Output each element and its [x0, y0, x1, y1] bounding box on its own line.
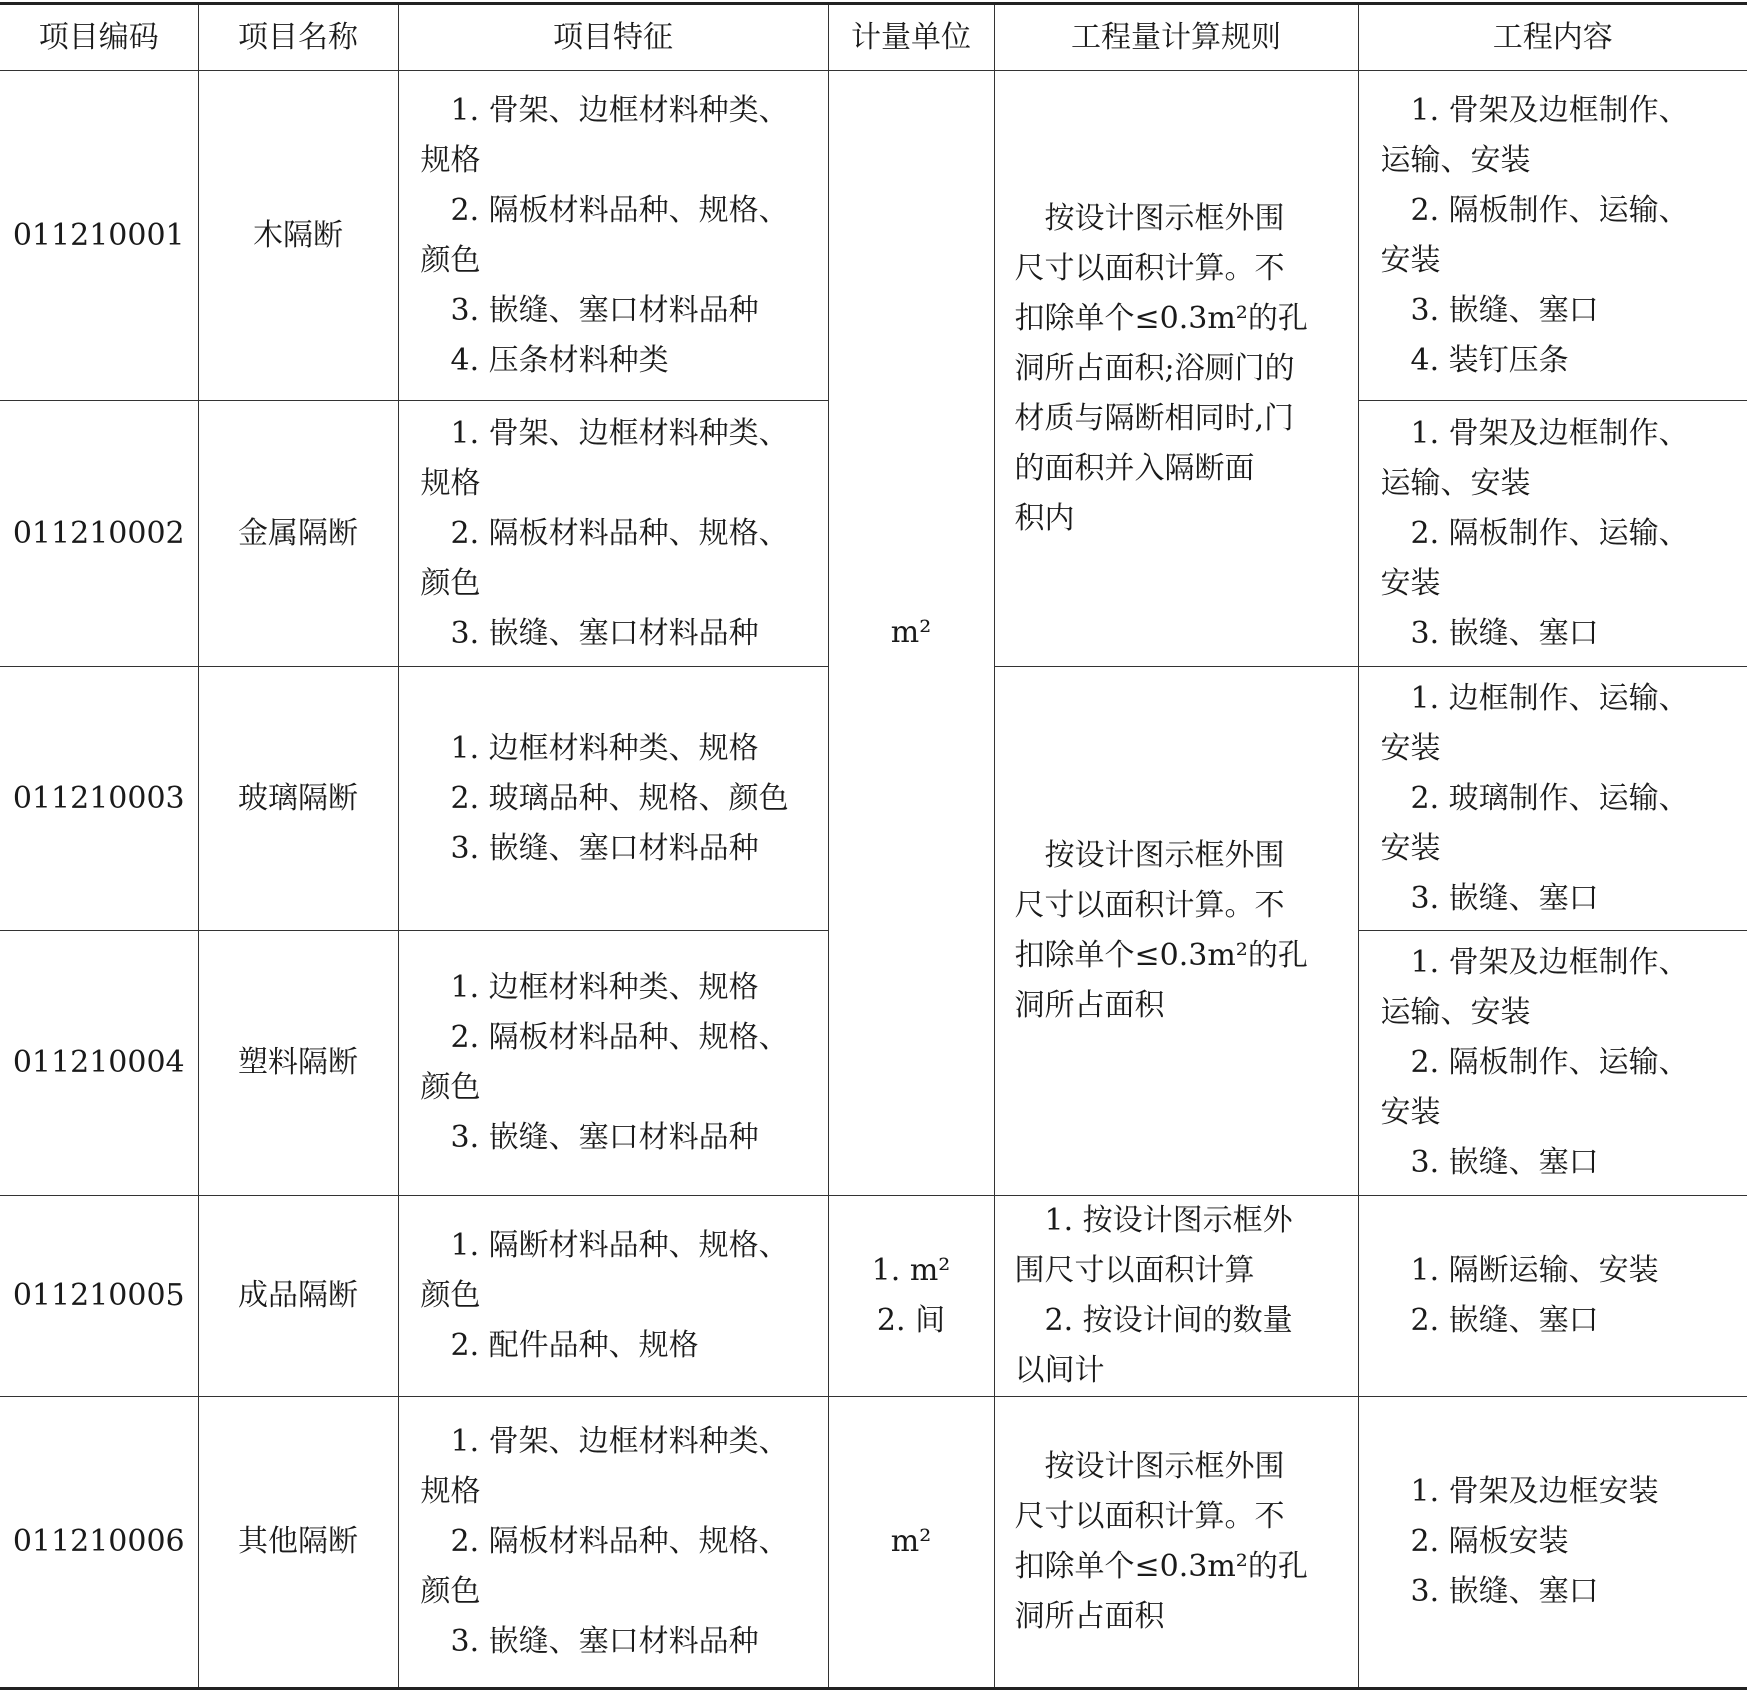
text-line: 4. 装钉压条	[1410, 342, 1569, 378]
text-line: 洞所占面积	[1014, 1599, 1165, 1634]
text-line: 1. 按设计图示框外	[1044, 1203, 1293, 1238]
text-line: 安装	[1380, 242, 1441, 278]
item-features	[398, 1196, 828, 1397]
text-line: 1. 骨架及边框制作、	[1410, 945, 1689, 980]
text-line: 1. m²	[871, 1253, 951, 1288]
text-line: 3. 嵌缝、塞口	[1410, 880, 1599, 916]
text-line: 颜色	[420, 1574, 481, 1609]
item-name: 塑料隔断	[198, 931, 398, 1196]
text-line: 积内	[1014, 500, 1075, 536]
text-line: 以间计	[1014, 1353, 1105, 1388]
text-line: 颜色	[420, 1070, 481, 1105]
text-line: 颜色	[420, 565, 481, 601]
item-work	[1358, 931, 1747, 1196]
header-rule: 工程量计算规则	[994, 4, 1358, 71]
text-line: 1. 骨架、边框材料种类、	[450, 92, 789, 128]
text-line: 1. 隔断材料品种、规格、	[450, 1228, 789, 1263]
text-line: 的面积并入隔断面	[1014, 450, 1255, 486]
text-line: 2. 隔板材料品种、规格、	[450, 192, 789, 228]
text-line: 2. 隔板制作、运输、	[1410, 1045, 1689, 1080]
item-code: 011210005	[0, 1196, 198, 1397]
header-name: 项目名称	[198, 4, 398, 71]
item-features	[398, 667, 828, 931]
text-line: 洞所占面积;浴厕门的	[1014, 350, 1295, 386]
item-code: 011210004	[0, 931, 198, 1196]
item-rule-merged	[994, 667, 1358, 1196]
text-line: 尺寸以面积计算。不	[1014, 1499, 1285, 1534]
text-line: 扣除单个≤0.3m²的孔	[1014, 300, 1308, 336]
text-line: 规格	[420, 142, 481, 178]
text-line: 1. 骨架及边框制作、	[1410, 415, 1689, 451]
text-line: 1. 骨架及边框安装	[1410, 1474, 1659, 1509]
item-rule-merged	[994, 71, 1358, 667]
item-rule	[994, 1397, 1358, 1689]
text-line: 颜色	[420, 1278, 481, 1313]
item-work	[1358, 71, 1747, 401]
item-name: 金属隔断	[198, 401, 398, 667]
item-name: 木隔断	[198, 71, 398, 401]
text-line: 尺寸以面积计算。不	[1014, 250, 1285, 286]
text-line: 2. 嵌缝、塞口	[1410, 1303, 1599, 1338]
item-work	[1358, 667, 1747, 931]
item-work	[1358, 1196, 1747, 1397]
text-line: 安装	[1380, 565, 1441, 601]
item-unit-merged: m²	[828, 71, 994, 1196]
text-line: 3. 嵌缝、塞口	[1410, 1145, 1599, 1180]
text-line: 3. 嵌缝、塞口材料品种	[450, 1120, 759, 1155]
text-line: 1. 边框材料种类、规格	[450, 970, 759, 1005]
text-line: 1. 骨架、边框材料种类、	[450, 1424, 789, 1459]
text-line: 1. 隔断运输、安装	[1410, 1253, 1659, 1288]
text-line: 按设计图示框外围	[1044, 1449, 1285, 1484]
table-row	[0, 1196, 1747, 1397]
item-name: 其他隔断	[198, 1397, 398, 1689]
partition-spec-table	[0, 2, 1747, 1690]
table-row	[0, 71, 1747, 401]
text-line: 安装	[1380, 730, 1441, 766]
text-line: 按设计图示框外围	[1044, 200, 1285, 236]
text-line: 尺寸以面积计算。不	[1014, 888, 1285, 923]
item-unit	[828, 1196, 994, 1397]
item-code: 011210003	[0, 667, 198, 931]
text-line: 1. 边框制作、运输、	[1410, 680, 1689, 716]
item-rule	[994, 1196, 1358, 1397]
text-line: 1. 骨架及边框制作、	[1410, 92, 1689, 128]
text-line: 运输、安装	[1380, 995, 1531, 1030]
header-code: 项目编码	[0, 4, 198, 71]
item-features	[398, 931, 828, 1196]
text-line: 材质与隔断相同时,门	[1014, 400, 1295, 436]
text-line: 按设计图示框外围	[1044, 838, 1285, 873]
text-line: 2. 隔板制作、运输、	[1410, 515, 1689, 551]
item-code: 011210006	[0, 1397, 198, 1689]
text-line: 运输、安装	[1380, 142, 1531, 178]
text-line: 1. 骨架、边框材料种类、	[450, 415, 789, 451]
table-row	[0, 1397, 1747, 1689]
item-name: 成品隔断	[198, 1196, 398, 1397]
text-line: 规格	[420, 465, 481, 501]
header-features: 项目特征	[398, 4, 828, 71]
text-line: 洞所占面积	[1014, 988, 1165, 1023]
text-line: 2. 玻璃品种、规格、颜色	[450, 780, 789, 816]
item-name: 玻璃隔断	[198, 667, 398, 931]
text-line: 3. 嵌缝、塞口材料品种	[450, 292, 759, 328]
item-features	[398, 401, 828, 667]
text-line: 规格	[420, 1474, 481, 1509]
text-line: 3. 嵌缝、塞口材料品种	[450, 615, 759, 651]
text-line: 扣除单个≤0.3m²的孔	[1014, 938, 1308, 973]
text-line: 3. 嵌缝、塞口	[1410, 1574, 1599, 1609]
text-line: 3. 嵌缝、塞口	[1410, 615, 1599, 651]
text-line: 3. 嵌缝、塞口材料品种	[450, 830, 759, 866]
header-work: 工程内容	[1358, 4, 1747, 71]
text-line: 1. 边框材料种类、规格	[450, 730, 759, 766]
text-line: 2. 隔板材料品种、规格、	[450, 1020, 789, 1055]
text-line: 2. 玻璃制作、运输、	[1410, 780, 1689, 816]
text-line: 安装	[1380, 1095, 1441, 1130]
text-line: 2. 隔板制作、运输、	[1410, 192, 1689, 228]
text-line: 2. 隔板材料品种、规格、	[450, 1524, 789, 1559]
text-line: 围尺寸以面积计算	[1014, 1253, 1255, 1288]
item-work	[1358, 401, 1747, 667]
item-unit: m²	[828, 1397, 994, 1689]
header-unit: 计量单位	[828, 4, 994, 71]
text-line: 2. 间	[876, 1303, 946, 1338]
text-line: 2. 隔板安装	[1410, 1524, 1569, 1559]
text-line: 运输、安装	[1380, 465, 1531, 501]
text-line: 扣除单个≤0.3m²的孔	[1014, 1549, 1308, 1584]
text-line: 2. 配件品种、规格	[450, 1328, 699, 1363]
text-line: 2. 按设计间的数量	[1044, 1303, 1293, 1338]
item-features	[398, 71, 828, 401]
text-line: 颜色	[420, 242, 481, 278]
item-work	[1358, 1397, 1747, 1689]
item-features	[398, 1397, 828, 1689]
text-line: 3. 嵌缝、塞口材料品种	[450, 1624, 759, 1659]
text-line: 2. 隔板材料品种、规格、	[450, 515, 789, 551]
text-line: 4. 压条材料种类	[450, 342, 669, 378]
item-code: 011210002	[0, 401, 198, 667]
text-line: 安装	[1380, 830, 1441, 866]
text-line: 3. 嵌缝、塞口	[1410, 292, 1599, 328]
table-header-row	[0, 4, 1747, 71]
item-code: 011210001	[0, 71, 198, 401]
